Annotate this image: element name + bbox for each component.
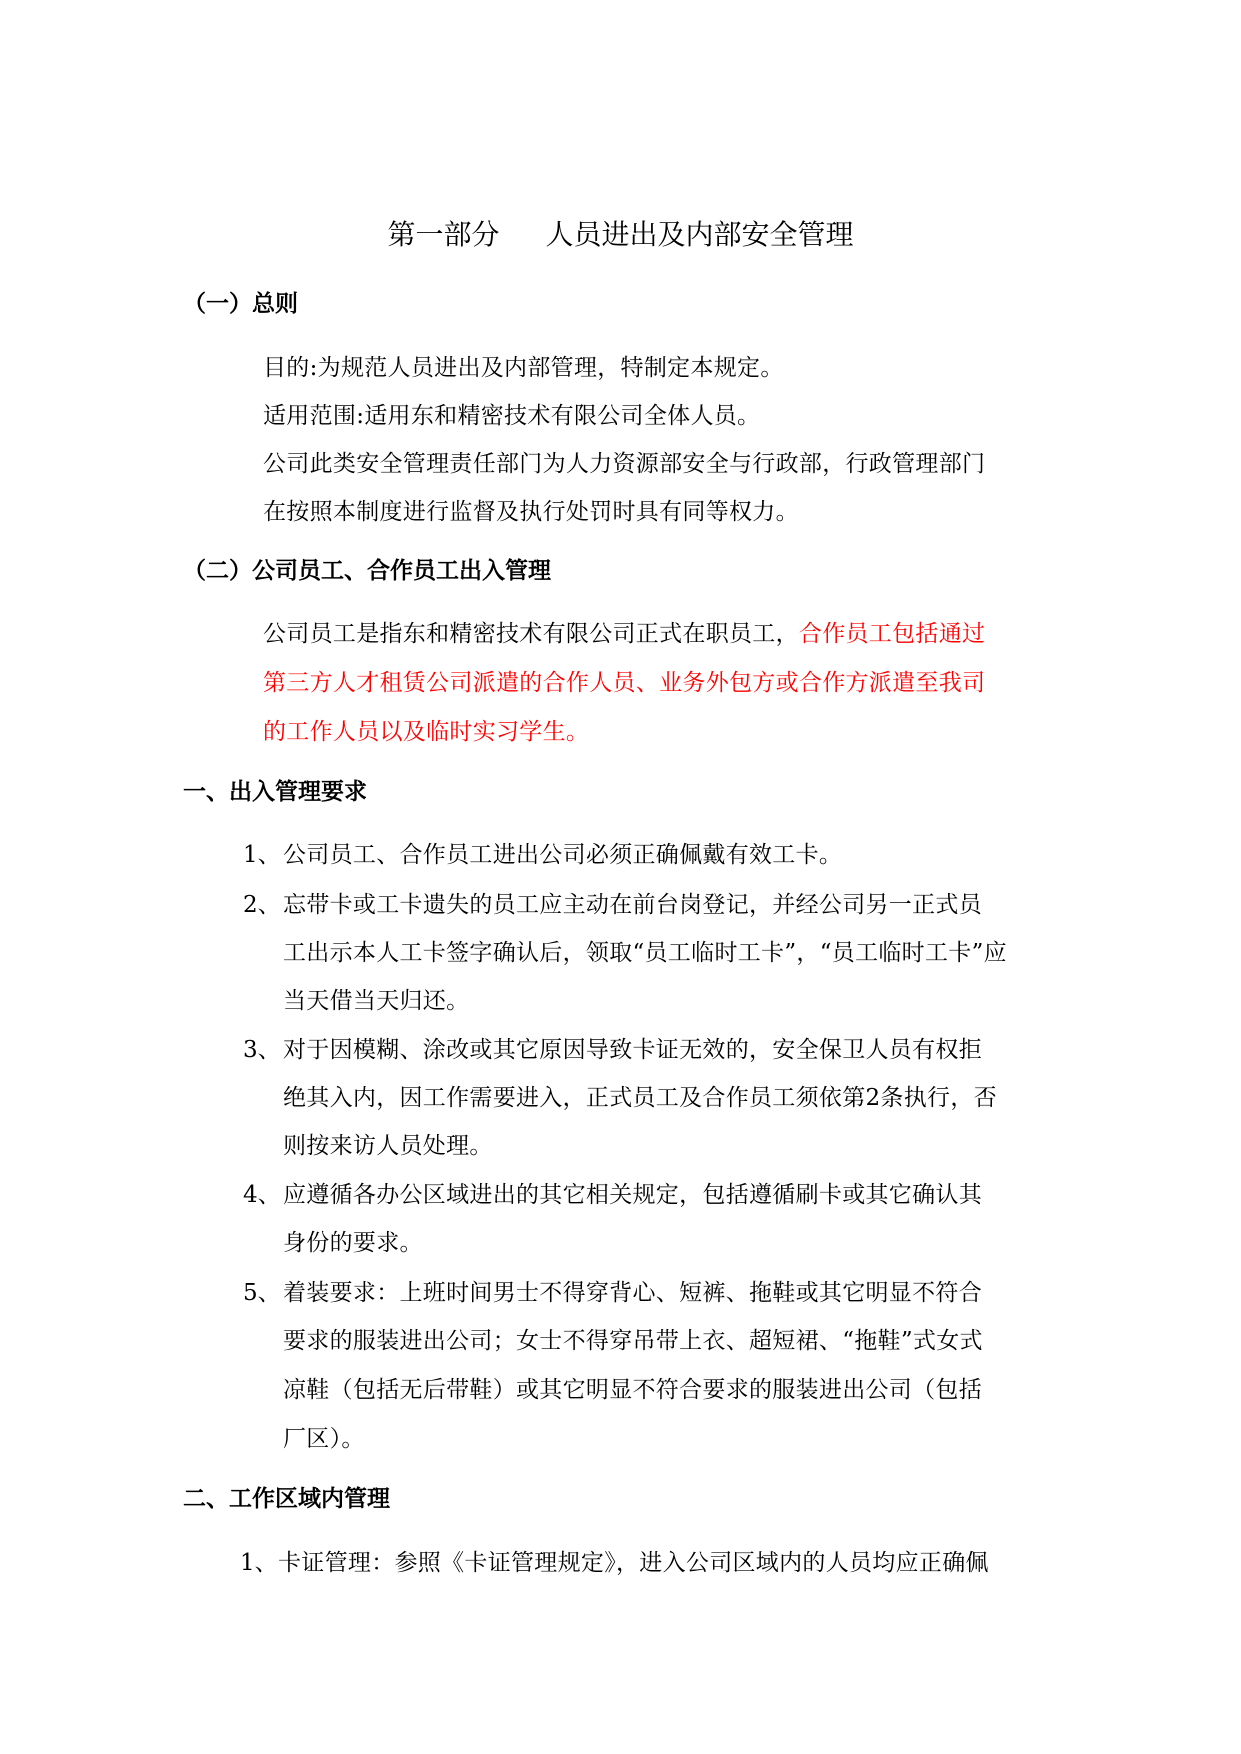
paragraph-line: 目的:为规范人员进出及内部管理，特制定本规定。 [263, 355, 784, 381]
list-number: 1、 [240, 1550, 278, 1576]
title-part: 第一部分 [387, 218, 500, 251]
list-item-line: 对于因模糊、涂改或其它原因导致卡证无效的，安全保卫人员有权拒 [283, 1037, 982, 1063]
highlighted-line: 第三方人才租赁公司派遣的合作人员、业务外包方或合作方派遣至我司 [263, 670, 986, 696]
chapter-heading-access-requirements: 一、出入管理要求 [183, 779, 367, 805]
section-heading-employee-access: （二）公司员工、合作员工出入管理 [183, 558, 551, 584]
paragraph-line: 在按照本制度进行监督及执行处罚时具有同等权力。 [263, 499, 799, 525]
highlighted-line: 的工作人员以及临时实习学生。 [263, 719, 590, 745]
list-number: 3、 [243, 1037, 281, 1063]
list-item-line: 卡证管理：参照《卡证管理规定》，进入公司区域内的人员均应正确佩 [278, 1550, 989, 1576]
paragraph-line: 适用范围:适用东和精密技术有限公司全体人员。 [263, 403, 761, 429]
list-item-line: 应遵循各办公区域进出的其它相关规定，包括遵循刷卡或其它确认其 [283, 1182, 982, 1208]
list-item-line: 着装要求：上班时间男士不得穿背心、短裤、拖鞋或其它明显不符合 [283, 1280, 982, 1306]
paragraph-line: 公司此类安全管理责任部门为人力资源部安全与行政部，行政管理部门 [263, 451, 986, 477]
list-item-line: 工出示本人工卡签字确认后，领取“员工临时工卡”，“员工临时工卡”应 [283, 940, 1007, 966]
paragraph-line [263, 615, 985, 648]
chapter-heading-workplace-management: 二、工作区域内管理 [183, 1486, 390, 1512]
list-item-line: 身份的要求。 [283, 1230, 423, 1256]
list-number: 1、 [243, 842, 281, 868]
page-title [0, 213, 1241, 253]
list-item-line: 则按来访人员处理。 [283, 1133, 493, 1159]
highlighted-text: 合作员工包括通过 [798, 621, 986, 647]
paragraph-text: 公司员工是指东和精密技术有限公司正式在职员工， [263, 621, 799, 647]
title-name: 人员进出及内部安全管理 [545, 218, 854, 251]
list-item-line: 绝其入内，因工作需要进入，正式员工及合作员工须依第2条执行，否 [283, 1085, 997, 1111]
list-item-line: 要求的服装进出公司；女士不得穿吊带上衣、超短裙、“拖鞋”式女式 [283, 1328, 983, 1354]
list-item-line: 凉鞋（包括无后带鞋）或其它明显不符合要求的服装进出公司（包括 [283, 1377, 982, 1403]
list-item-line: 当天借当天归还。 [283, 988, 470, 1014]
list-number: 2、 [243, 892, 281, 918]
list-number: 5、 [243, 1280, 281, 1306]
section-heading-general: （一）总则 [183, 291, 298, 317]
list-item-line: 公司员工、合作员工进出公司必须正确佩戴有效工卡。 [283, 842, 843, 868]
list-item-line: 厂区）。 [283, 1426, 365, 1452]
list-number: 4、 [243, 1182, 281, 1208]
list-item-line: 忘带卡或工卡遗失的员工应主动在前台岗登记，并经公司另一正式员 [283, 892, 982, 918]
